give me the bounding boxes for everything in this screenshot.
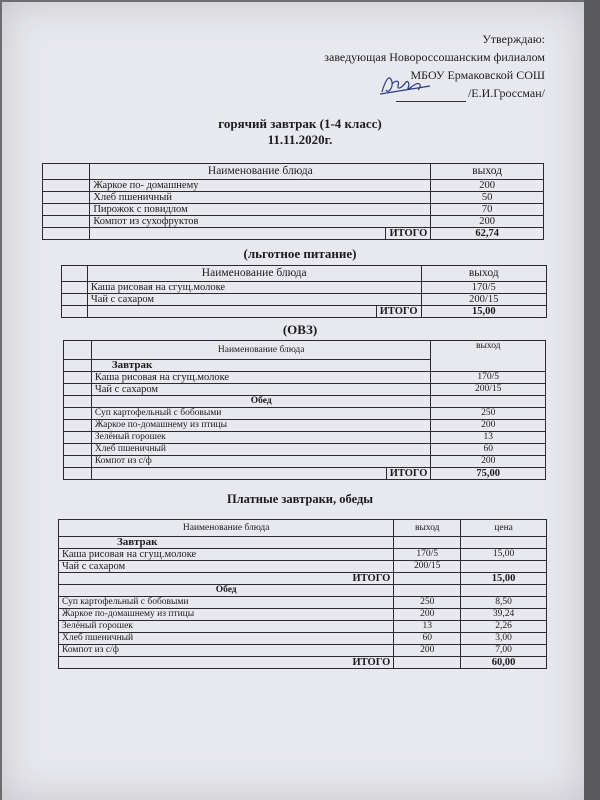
table-row [64, 456, 546, 468]
column-header-output: выход [394, 520, 461, 537]
table-row [59, 645, 547, 657]
approval-line-1: Утверждаю: [482, 32, 545, 46]
total-value: 15,00 [461, 573, 547, 585]
column-header-name: Наименование блюда [91, 341, 431, 360]
column-header-output: выход [431, 341, 546, 372]
column-header-name: Наименование блюда [59, 520, 394, 537]
table-row [64, 408, 546, 420]
dish-name: Компот из с/ф [59, 645, 394, 657]
page-date: 11.11.2020г. [267, 132, 333, 147]
table-row [43, 216, 544, 228]
section-breakfast: Завтрак [59, 537, 394, 549]
total-label: ИТОГО [376, 306, 421, 318]
approval-signer: /Е.И.Гроссман/ [467, 86, 545, 100]
column-header-name: Наименование блюда [90, 164, 431, 180]
dish-name: Хлеб пшеничный [59, 633, 394, 645]
dish-output: 70 [431, 204, 544, 216]
total-value: 15,00 [421, 306, 546, 318]
column-header-output: выход [421, 266, 546, 282]
page-title: горячий завтрак (1-4 класс) [218, 116, 382, 131]
table-row [62, 294, 547, 306]
subtitle-ovz: (ОВЗ) [282, 322, 318, 337]
total-row [64, 468, 546, 480]
dish-name: Чай с сахаром [91, 384, 431, 396]
dish-name: Суп картофельный с бобовыми [91, 408, 431, 420]
dish-name: Зелёный горошек [59, 621, 394, 633]
table-hot-breakfast [42, 163, 544, 240]
dish-output: 200 [431, 180, 544, 192]
dish-name: Компот из с/ф [91, 456, 431, 468]
dish-name: Чай с сахаром [59, 561, 394, 573]
table-row [59, 609, 547, 621]
total-value: 75,00 [431, 468, 546, 480]
table-paid [58, 519, 547, 669]
approval-line-2: заведующая Новороссошанским филиалом [324, 50, 545, 64]
dish-price: 2,26 [461, 621, 547, 633]
dish-name: Жаркое по- домашнему [90, 180, 431, 192]
table-row [59, 621, 547, 633]
table-row [64, 420, 546, 432]
dish-output: 170/5 [421, 282, 546, 294]
dish-name: Пирожок с повидлом [90, 204, 431, 216]
dish-output: 200 [431, 420, 546, 432]
table-row [59, 597, 547, 609]
subtitle-benefit: (льготное питание) [243, 246, 357, 261]
total-row [59, 573, 547, 585]
dish-output: 13 [431, 432, 546, 444]
dish-output: 250 [431, 408, 546, 420]
column-header-output: выход [431, 164, 544, 180]
dish-price: 7,00 [461, 645, 547, 657]
dish-price: 3,00 [461, 633, 547, 645]
table-row [59, 549, 547, 561]
total-label: ИТОГО [386, 468, 431, 480]
dish-name: Зелёный горошек [91, 432, 431, 444]
dish-output: 50 [431, 192, 544, 204]
table-row [64, 432, 546, 444]
dish-name: Суп картофельный с бобовыми [59, 597, 394, 609]
dish-output: 13 [394, 621, 461, 633]
dish-output: 200 [431, 456, 546, 468]
dish-output: 170/5 [394, 549, 461, 561]
dish-name: Чай с сахаром [87, 294, 421, 306]
signature-icon [378, 72, 438, 98]
total-row [43, 228, 544, 240]
section-lunch: Обед [91, 396, 431, 408]
dish-name: Хлеб пшеничный [91, 444, 431, 456]
total-label: ИТОГО [59, 573, 394, 585]
table-row [62, 282, 547, 294]
dish-name: Жаркое по-домашнему из птицы [59, 609, 394, 621]
dish-output: 200 [394, 645, 461, 657]
dish-output: 200/15 [431, 384, 546, 396]
approval-line-3: МБОУ Ермаковской СОШ [410, 68, 545, 82]
subtitle-paid: Платные завтраки, обеды [226, 492, 374, 506]
dish-name: Каша рисовая на сгущ.молоке [91, 372, 431, 384]
dish-name: Компот из сухофруктов [90, 216, 431, 228]
column-header-name: Наименование блюда [87, 266, 421, 282]
dish-name: Каша рисовая на сгущ.молоке [87, 282, 421, 294]
table-row [64, 384, 546, 396]
dish-output: 200/15 [421, 294, 546, 306]
dish-price: 15,00 [461, 549, 547, 561]
section-breakfast: Завтрак [91, 360, 431, 372]
dish-output: 250 [394, 597, 461, 609]
section-lunch: Обед [59, 585, 394, 597]
dish-output: 200/15 [394, 561, 461, 573]
table-row [64, 372, 546, 384]
dish-name: Жаркое по-домашнему из птицы [91, 420, 431, 432]
total-label: ИТОГО [386, 228, 431, 240]
dish-output: 60 [431, 444, 546, 456]
total-row [59, 657, 547, 669]
dish-price: 39,24 [461, 609, 547, 621]
table-ovz [63, 340, 546, 480]
dish-name: Каша рисовая на сгущ.молоке [59, 549, 394, 561]
table-row [43, 204, 544, 216]
table-row [64, 444, 546, 456]
column-header-price: цена [461, 520, 547, 537]
dish-output: 200 [431, 216, 544, 228]
dish-name: Хлеб пшеничный [90, 192, 431, 204]
table-row [43, 180, 544, 192]
dish-price: 8,50 [461, 597, 547, 609]
table-row [59, 561, 547, 573]
dish-output: 170/5 [431, 372, 546, 384]
table-row [43, 192, 544, 204]
table-benefit [61, 265, 547, 318]
table-row [59, 633, 547, 645]
dish-output: 60 [394, 633, 461, 645]
total-row [62, 306, 547, 318]
dish-output: 200 [394, 609, 461, 621]
total-label: ИТОГО [59, 657, 394, 669]
dish-price [461, 561, 547, 573]
total-value: 60,00 [461, 657, 547, 669]
total-value: 62,74 [431, 228, 544, 240]
